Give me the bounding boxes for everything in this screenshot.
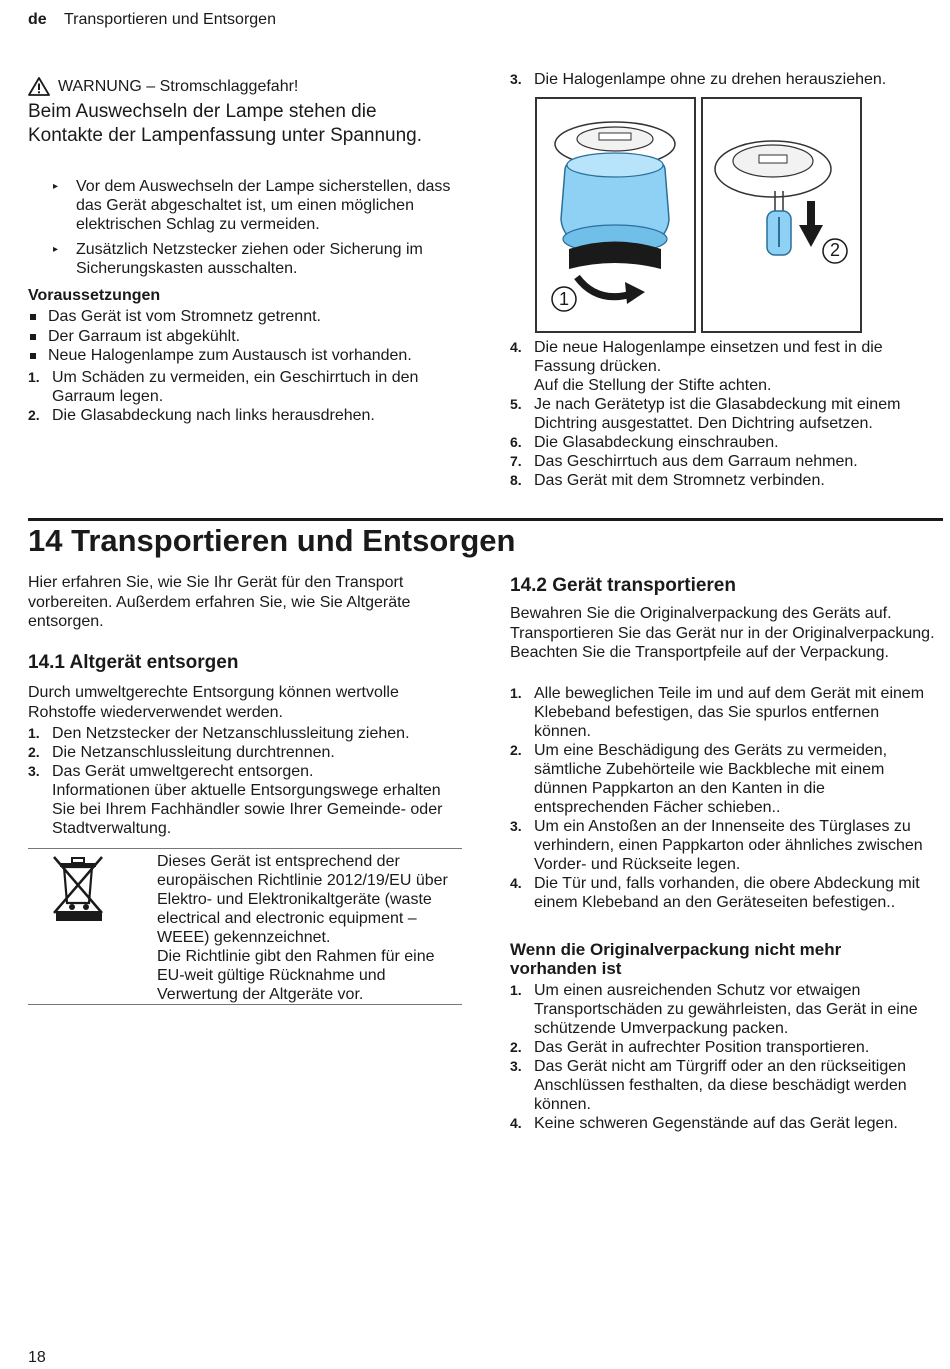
step-number: 4. <box>510 339 522 355</box>
step-text: Das Gerät nicht am Türgriff oder an den rückseitigen Anschlüssen festhalten, da diese beschädigt werden können. <box>534 1058 907 1113</box>
list-item: Das Gerät ist vom Stromnetz getrennt. <box>28 307 468 327</box>
step-number: 2. <box>28 744 40 760</box>
step-text: Die Glasabdeckung einschrauben. <box>534 434 779 451</box>
warning-bullet-text: Vor dem Auswechseln der Lampe sicherstellen, dass das Gerät abgeschaltet ist, um einen möglichen elektrischen Schlag zu vermeiden. <box>76 178 451 233</box>
list-item: Der Garraum ist abgekühlt. <box>28 327 468 347</box>
step-number: 6. <box>510 434 522 450</box>
weee-text-1: Dieses Gerät ist entsprechend der europäischen Richtlinie 2012/19/EU über Elektro- und Elektronikaltgeräte (waste electrical and electronic equipment – WEEE) gekennzeichnet. <box>157 853 448 946</box>
step-number: 7. <box>510 453 522 469</box>
step-text: Um Schäden zu vermeiden, ein Geschirrtuch in den Garraum legen. <box>52 369 419 405</box>
list-item: Neue Halogenlampe zum Austausch ist vorhanden. <box>28 346 468 366</box>
list-item <box>510 338 942 395</box>
step-number: 2. <box>28 407 40 423</box>
triangle-bullet-icon: ▸ <box>53 244 59 255</box>
figure-label-2: 2 <box>829 240 840 260</box>
step-number: 4. <box>510 875 522 891</box>
header-title: Transportieren und Entsorgen <box>64 11 276 28</box>
warning-label-row <box>28 77 468 96</box>
weee-notice <box>28 848 462 1005</box>
step-number: 1. <box>28 369 40 385</box>
transport-sub-steps <box>510 981 940 1133</box>
step-text: Die neue Halogenlampe einsetzen und fest in die Fassung drücken. <box>534 339 883 375</box>
step-number: 2. <box>510 742 522 758</box>
step-number: 2. <box>510 1039 522 1055</box>
step-number: 3. <box>510 818 522 834</box>
lamp-steps-right <box>510 338 942 490</box>
warning-text: Beim Auswechseln der Lampe stehen die Kontakte der Lampenfassung unter Spannung. <box>28 101 423 146</box>
warning-triangle-icon <box>28 77 50 96</box>
section-heading-dispose: 14.1 Altgerät entsorgen <box>28 652 239 673</box>
figure-remove-glass-cover <box>535 97 696 333</box>
page-number: 18 <box>28 1349 46 1366</box>
prereq-heading: Voraussetzungen <box>28 287 161 304</box>
list-item <box>28 724 458 743</box>
transport-subheading: Wenn die Originalverpackung nicht mehr vorhanden ist <box>510 940 842 978</box>
list-item <box>510 471 942 490</box>
transport-intro: Bewahren Sie die Originalverpackung des Geräts auf. Transportieren Sie das Gerät nur in der Originalverpackung. Beachten Sie die Transportpfeile auf der Verpackung. <box>510 605 935 661</box>
step-text: Das Gerät mit dem Stromnetz verbinden. <box>534 472 825 489</box>
step-text: Das Gerät umweltgerecht entsorgen. <box>52 763 314 780</box>
chapter-divider <box>28 518 943 521</box>
step-text: Das Gerät in aufrechter Position transportieren. <box>534 1039 870 1056</box>
step-subtext: Auf die Stellung der Stifte achten. <box>534 377 772 394</box>
dispose-steps <box>28 724 458 838</box>
list-item <box>510 874 940 912</box>
step-text: Um eine Beschädigung des Geräts zu vermeiden, sämtliche Zubehörteile wie Backbleche mit einem dünnen Pappkarton an den Kanten in die entsprechenden Fächer schieben.. <box>534 742 888 816</box>
halogen-lamp-illustration <box>703 99 860 331</box>
step-number: 3. <box>28 763 40 779</box>
step-number: 8. <box>510 472 522 488</box>
list-item <box>510 981 940 1038</box>
step-text: Den Netzstecker der Netzanschlussleitung ziehen. <box>52 725 410 742</box>
list-item <box>28 743 458 762</box>
figure-pull-halogen-lamp <box>701 97 862 333</box>
list-item <box>510 1057 940 1114</box>
step-text: Die Tür und, falls vorhanden, die obere Abdeckung mit einem Klebeband an den Geräteseiten befestigen.. <box>534 875 920 911</box>
warning-label: WARNUNG – Stromschlaggefahr! <box>58 77 299 95</box>
weee-bar <box>56 911 102 921</box>
step-text: Alle beweglichen Teile im und auf dem Gerät mit einem Klebeband befestigen, das Sie spurlos entfernen können. <box>534 685 925 740</box>
dispose-intro: Durch umweltgerechte Entsorgung können wertvolle Rohstoffe wiederverwendet werden. <box>28 684 399 721</box>
list-item <box>28 762 458 838</box>
list-item <box>28 406 458 425</box>
lamp-steps-left <box>28 368 458 425</box>
list-item <box>510 684 940 741</box>
weee-text-2: Die Richtlinie gibt den Rahmen für eine EU-weit gültige Rücknahme und Verwertung der Altgeräte vor. <box>157 948 435 1003</box>
step-number: 5. <box>510 396 522 412</box>
step-text: Die Netzanschlussleitung durchtrennen. <box>52 744 335 761</box>
list-item <box>510 395 942 433</box>
header-language: de <box>28 11 47 28</box>
lamp-step-3 <box>510 70 942 89</box>
step-number: 1. <box>510 685 522 701</box>
list-item <box>510 70 942 89</box>
list-item <box>28 368 458 406</box>
step-text: Keine schweren Gegenstände auf das Gerät legen. <box>534 1115 898 1132</box>
list-item <box>510 1114 940 1133</box>
transport-steps <box>510 684 940 912</box>
step-text: Das Geschirrtuch aus dem Garraum nehmen. <box>534 453 858 470</box>
triangle-bullet-icon: ▸ <box>53 181 59 192</box>
chapter-intro: Hier erfahren Sie, wie Sie Ihr Gerät für den Transport vorbereiten. Außerdem erfahren Sie, wie Sie Altgeräte entsorgen. <box>28 574 411 630</box>
step-number: 4. <box>510 1115 522 1131</box>
weee-text <box>157 852 457 1004</box>
section-heading-transport: 14.2 Gerät transportieren <box>510 575 736 596</box>
step-number: 3. <box>510 71 522 87</box>
prereq-list <box>28 307 468 366</box>
list-item <box>510 433 942 452</box>
step-number: 1. <box>28 725 40 741</box>
list-item <box>510 741 940 817</box>
step-number: 3. <box>510 1058 522 1074</box>
warning-bullet <box>28 177 460 234</box>
step-text: Die Halogenlampe ohne zu drehen herausziehen. <box>534 71 887 88</box>
step-subtext: Informationen über aktuelle Entsorgungswege erhalten Sie bei Ihrem Fachhändler sowie Ihrer Gemeinde- oder Stadtverwaltung. <box>52 782 443 837</box>
list-item <box>510 452 942 471</box>
chapter-title: 14 Transportieren und Entsorgen <box>28 523 516 558</box>
step-text: Um ein Anstoßen an der Innenseite des Türglases zu verhindern, einen Pappkarton oder ähnliches zwischen Vorder- und Rückseite legen. <box>534 818 923 873</box>
warning-bullet <box>28 240 460 278</box>
figure-label-1: 1 <box>558 289 569 309</box>
step-text: Die Glasabdeckung nach links herausdrehen. <box>52 407 375 424</box>
step-number: 1. <box>510 982 522 998</box>
step-text: Je nach Gerätetyp ist die Glasabdeckung mit einem Dichtring ausgestattet. Den Dichtring aufsetzen. <box>534 396 901 432</box>
list-item <box>510 817 940 874</box>
step-text: Um einen ausreichenden Schutz vor etwaigen Transportschäden zu gewährleisten, das Gerät in eine schützende Umverpackung packen. <box>534 982 918 1037</box>
warning-bullet-text: Zusätzlich Netzstecker ziehen oder Sicherung im Sicherungskasten ausschalten. <box>76 241 423 277</box>
list-item <box>510 1038 940 1057</box>
